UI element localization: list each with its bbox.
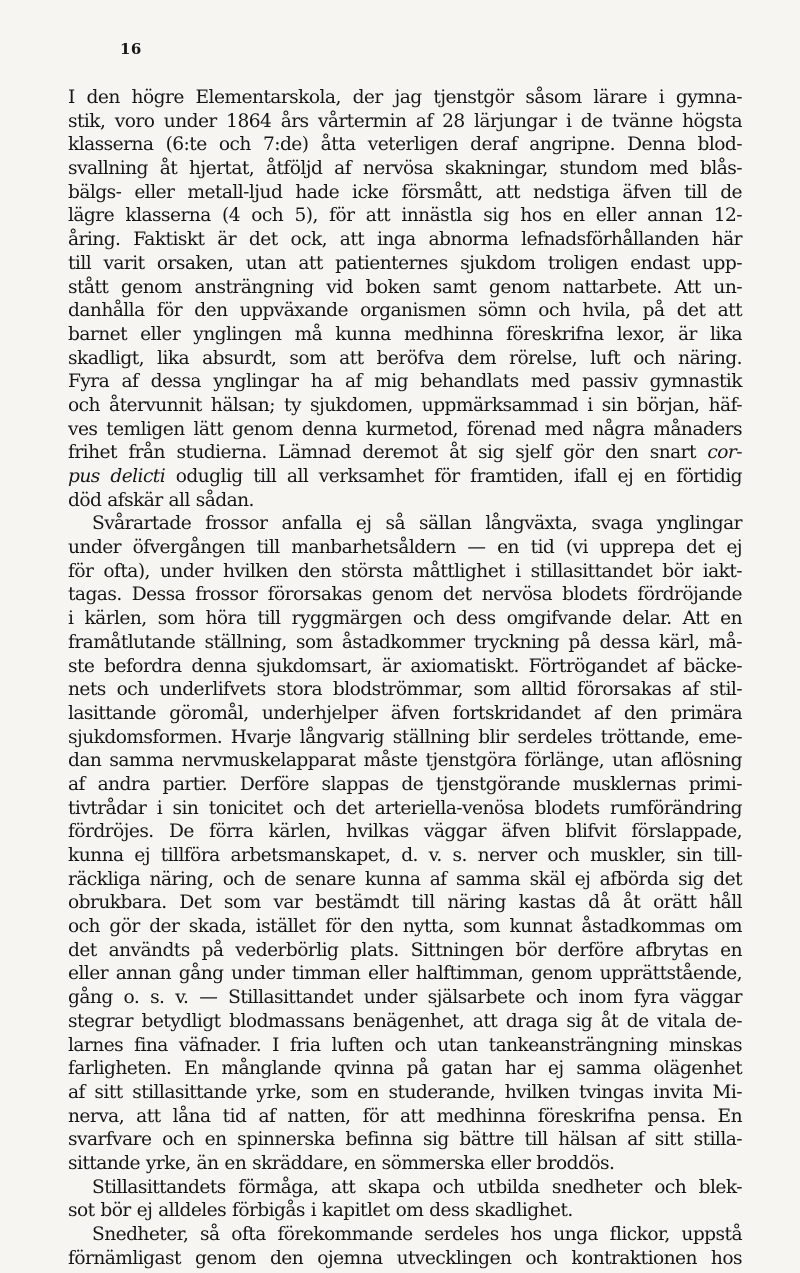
text-line: lägre klasserna (4 och 5), för att innästla sig hos en eller annan 12-: [68, 205, 742, 227]
text-line: af sitt stillasittande yrke, som en studerande, hvilken tvingas invita Mi-: [68, 1081, 742, 1103]
text-line: frihet från studierna. Lämnad deremot åt sig sjelf gör den snart cor-: [68, 442, 742, 464]
text-line: och återvunnit hälsan; ty sjukdomen, uppmärksammad i sin början, häf-: [68, 394, 742, 416]
text-line: eller annan gång under timman eller halftimman, genom upprättstående,: [68, 963, 742, 985]
text-line: åring. Faktiskt är det ock, att inga abnorma lefnadsförhållanden här: [68, 229, 742, 251]
text-line: pus delicti oduglig till all verksamhet för framtiden, ifall ej en förtidig: [68, 466, 742, 487]
text-line: af andra partier. Derföre slappas de tjenstgörande musklernas primi-: [68, 773, 742, 795]
text-line: svarfvare och en spinnerska befinna sig bättre till hälsan af sitt stilla-: [68, 1129, 742, 1151]
text-line: dan samma nervmuskelapparat måste tjenstgöra förlänge, utan aflösning: [68, 750, 742, 772]
text-line: nerva, att låna tid af natten, för att medhinna föreskrifna pensa. En: [68, 1105, 742, 1127]
text-line: stegrar betydligt blodmassans benägenhet, att draga sig åt de vitala de-: [68, 1010, 742, 1032]
body-text: [68, 86, 742, 1270]
text-line: fördröjes. De förra kärlen, hvilkas väggar äfven blifvit förslappade,: [68, 821, 742, 843]
text-line: och gör der skada, istället för den nytta, som kunnat åstadkommas om: [68, 916, 742, 938]
text-line: för ofta), under hvilken den största måttlighet i stillasittandet bör iakt-: [68, 560, 742, 582]
text-line: klasserna (6:te och 7:de) åtta veterligen deraf angripne. Denna blod-: [68, 134, 742, 156]
text-line: kunna ej tillföra arbetsmanskapet, d. v. s. nerver och muskler, sin till-: [68, 845, 742, 866]
text-line: sjukdomsformen. Hvarje långvarig ställning blir serdeles tröttande, eme-: [68, 726, 742, 748]
text-line: död afskär all sådan.: [68, 489, 254, 511]
page-number: 16: [120, 40, 142, 58]
text-line: under öfvergången till manbarhetsåldern — en tid (vi upprepa det ej: [68, 537, 742, 559]
text-line: svallning åt hjertat, åtföljd af nervösa skakningar, stundom med blås-: [68, 158, 742, 180]
text-line: Stillasittandets förmåga, att skapa och utbilda snedheter och blek-: [92, 1176, 742, 1198]
text-line: Fyra af dessa ynglingar ha af mig behandlats med passiv gymnastik: [68, 371, 742, 393]
text-line: I den högre Elementarskola, der jag tjenstgör såsom lärare i gymna-: [68, 87, 742, 108]
text-line: bälgs- eller metall-ljud hade icke försmått, att nedstiga äfven till de: [68, 181, 742, 203]
text-line: det användts på vederbörlig plats. Sittningen bör derföre afbrytas en: [68, 939, 742, 961]
text-line: stått genom ansträngning vid boken samt genom nattarbete. Att un-: [68, 276, 742, 298]
text-line: tivtrådar i sin tonicitet och det arteriella-venösa blodets rumförändring: [68, 797, 742, 819]
text-line: sot bör ej alldeles förbigås i kapitlet om dess skadlighet.: [68, 1200, 573, 1222]
text-line: Snedheter, så ofta förekommande serdeles hos unga flickor, uppstå: [92, 1224, 742, 1245]
text-line: sittande yrke, än en skräddare, en sömmerska eller broddös.: [68, 1152, 615, 1174]
text-line: framåtlutande ställning, som åstadkommer tryckning på dessa kärl, må-: [68, 631, 742, 653]
text-line: ste befordra denna sjukdomsart, är axiomatiskt. Förtrögandet af bäcke-: [68, 655, 742, 677]
text-line: nets och underlifvets stora blodströmmar, som alltid förorsakas af stil-: [68, 679, 742, 701]
text-line: ves temligen lätt genom denna kurmetod, förenad med några månaders: [68, 418, 742, 440]
italic-term: pus delicti: [68, 466, 166, 487]
text-line: gång o. s. v. — Stillasittandet under själsarbete och inom fyra väggar: [68, 987, 742, 1009]
text-line: danhålla för den uppväxande organismen sömn och hvila, på det att: [68, 300, 742, 322]
text-line: lasittande göromål, underhjelper äfven fortskridandet af den primära: [68, 702, 742, 724]
text-line: stik, voro under 1864 års vårtermin af 28 lärjungar i de tvänne högsta: [68, 110, 742, 132]
text-line: förnämligast genom den ojemna utvecklingen och kontraktionen hos: [68, 1247, 742, 1269]
text-line: tagas. Dessa frossor förorsakas genom det nervösa blodets fördröjande: [68, 584, 742, 606]
text-line: till varit orsaken, utan att patienternes sjukdom troligen endast upp-: [68, 252, 742, 274]
text-line: i kärlen, som höra till ryggmärgen och dess omgifvande delar. Att en: [68, 608, 742, 630]
text-line: räckliga näring, och de senare kunna af samma skäl ej afbörda sig det: [68, 868, 742, 890]
text-line: obrukbara. Det som var bestämdt till näring kastas då åt orätt håll: [68, 892, 742, 914]
italic-term: cor-: [707, 442, 742, 464]
text-line: larnes fina väfnader. I fria luften och utan tankeansträngning minskas: [68, 1034, 742, 1056]
text-line: farligheten. En månglande qvinna på gatan har ej samma olägenhet: [68, 1058, 742, 1080]
text-line: Svårartade frossor anfalla ej så sällan långväxta, svaga ynglingar: [92, 513, 742, 535]
text-line: skadligt, lika absurdt, som att beröfva dem rörelse, luft och näring.: [68, 347, 742, 369]
text-line: barnet eller ynglingen må kunna medhinna föreskrifna lexor, är lika: [68, 323, 742, 345]
